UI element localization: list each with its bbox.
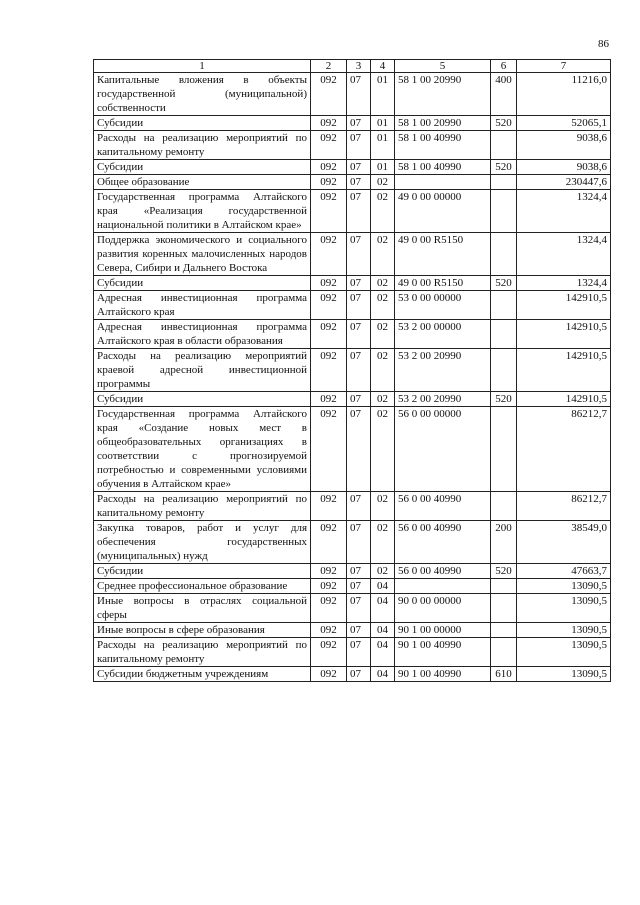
- section-code-cell: 07: [347, 320, 371, 349]
- row-name-cell: Субсидии: [94, 392, 311, 407]
- target-article-cell: 58 1 00 20990: [395, 116, 491, 131]
- subsection-code-cell: 01: [371, 73, 395, 116]
- subsection-code-cell: 02: [371, 233, 395, 276]
- target-article-cell: 56 0 00 00000: [395, 407, 491, 492]
- expense-type-cell: 520: [491, 564, 517, 579]
- subsection-code-cell: 02: [371, 291, 395, 320]
- section-code-cell: 07: [347, 291, 371, 320]
- column-header-3: 3: [347, 60, 371, 73]
- amount-cell: 142910,5: [517, 392, 611, 407]
- expense-type-cell: [491, 190, 517, 233]
- expense-type-cell: [491, 175, 517, 190]
- expense-type-cell: [491, 131, 517, 160]
- target-article-cell: 56 0 00 40990: [395, 521, 491, 564]
- table-row: [94, 638, 611, 667]
- target-article-cell: [395, 579, 491, 594]
- subsection-code-cell: 02: [371, 564, 395, 579]
- ministry-code-cell: 092: [311, 638, 347, 667]
- subsection-code-cell: 04: [371, 579, 395, 594]
- table-row: [94, 73, 611, 116]
- expense-type-cell: [491, 638, 517, 667]
- target-article-cell: 90 1 00 40990: [395, 667, 491, 682]
- row-name-cell: Адресная инвестиционная программа Алтайского края в области образования: [94, 320, 311, 349]
- section-code-cell: 07: [347, 116, 371, 131]
- subsection-code-cell: 02: [371, 349, 395, 392]
- table-row: [94, 594, 611, 623]
- target-article-cell: 90 1 00 00000: [395, 623, 491, 638]
- section-code-cell: 07: [347, 623, 371, 638]
- ministry-code-cell: 092: [311, 175, 347, 190]
- target-article-cell: 49 0 00 00000: [395, 190, 491, 233]
- amount-cell: 1324,4: [517, 276, 611, 291]
- ministry-code-cell: 092: [311, 160, 347, 175]
- target-article-cell: 49 0 00 R5150: [395, 233, 491, 276]
- ministry-code-cell: 092: [311, 407, 347, 492]
- subsection-code-cell: 02: [371, 407, 395, 492]
- amount-cell: 52065,1: [517, 116, 611, 131]
- subsection-code-cell: 02: [371, 521, 395, 564]
- amount-cell: 13090,5: [517, 638, 611, 667]
- ministry-code-cell: 092: [311, 116, 347, 131]
- amount-cell: 142910,5: [517, 291, 611, 320]
- subsection-code-cell: 01: [371, 116, 395, 131]
- table-row: [94, 160, 611, 175]
- subsection-code-cell: 04: [371, 594, 395, 623]
- section-code-cell: 07: [347, 233, 371, 276]
- section-code-cell: 07: [347, 190, 371, 233]
- expense-type-cell: [491, 492, 517, 521]
- amount-cell: 11216,0: [517, 73, 611, 116]
- target-article-cell: 58 1 00 40990: [395, 160, 491, 175]
- target-article-cell: 58 1 00 40990: [395, 131, 491, 160]
- table-row: [94, 407, 611, 492]
- table-row: [94, 392, 611, 407]
- target-article-cell: 49 0 00 R5150: [395, 276, 491, 291]
- target-article-cell: 53 2 00 20990: [395, 392, 491, 407]
- ministry-code-cell: 092: [311, 320, 347, 349]
- row-name-cell: Государственная программа Алтайского края «Создание новых мест в общеобразовательных организациях в соответствии с прогнозируемой потребностью и современными условиями обучения в Алтайском крае»: [94, 407, 311, 492]
- ministry-code-cell: 092: [311, 521, 347, 564]
- ministry-code-cell: 092: [311, 276, 347, 291]
- row-name-cell: Расходы на реализацию мероприятий краевой адресной инвестиционной программы: [94, 349, 311, 392]
- section-code-cell: 07: [347, 392, 371, 407]
- amount-cell: 142910,5: [517, 349, 611, 392]
- section-code-cell: 07: [347, 594, 371, 623]
- table-row: [94, 233, 611, 276]
- ministry-code-cell: 092: [311, 73, 347, 116]
- ministry-code-cell: 092: [311, 190, 347, 233]
- ministry-code-cell: 092: [311, 594, 347, 623]
- subsection-code-cell: 02: [371, 190, 395, 233]
- amount-cell: 9038,6: [517, 131, 611, 160]
- section-code-cell: 07: [347, 407, 371, 492]
- section-code-cell: 07: [347, 73, 371, 116]
- amount-cell: 13090,5: [517, 623, 611, 638]
- table-row: [94, 116, 611, 131]
- column-header-7: 7: [517, 60, 611, 73]
- row-name-cell: Поддержка экономического и социального развития коренных малочисленных народов Севера, Сибири и Дальнего Востока: [94, 233, 311, 276]
- table-row: [94, 521, 611, 564]
- section-code-cell: 07: [347, 638, 371, 667]
- amount-cell: 13090,5: [517, 579, 611, 594]
- section-code-cell: 07: [347, 521, 371, 564]
- section-code-cell: 07: [347, 175, 371, 190]
- row-name-cell: Субсидии: [94, 160, 311, 175]
- expense-type-cell: [491, 233, 517, 276]
- table-row: [94, 492, 611, 521]
- ministry-code-cell: 092: [311, 131, 347, 160]
- table-row: [94, 131, 611, 160]
- row-name-cell: Субсидии: [94, 276, 311, 291]
- row-name-cell: Закупка товаров, работ и услуг для обеспечения государственных (муниципальных) нужд: [94, 521, 311, 564]
- table-row: [94, 190, 611, 233]
- expense-type-cell: [491, 579, 517, 594]
- table-row: [94, 623, 611, 638]
- row-name-cell: Иные вопросы в сфере образования: [94, 623, 311, 638]
- column-header-5: 5: [395, 60, 491, 73]
- amount-cell: 9038,6: [517, 160, 611, 175]
- amount-cell: 47663,7: [517, 564, 611, 579]
- ministry-code-cell: 092: [311, 564, 347, 579]
- expense-type-cell: [491, 594, 517, 623]
- table-row: [94, 291, 611, 320]
- amount-cell: 38549,0: [517, 521, 611, 564]
- amount-cell: 13090,5: [517, 594, 611, 623]
- table-row: [94, 320, 611, 349]
- column-header-6: 6: [491, 60, 517, 73]
- amount-cell: 86212,7: [517, 492, 611, 521]
- table-row: [94, 667, 611, 682]
- section-code-cell: 07: [347, 667, 371, 682]
- ministry-code-cell: 092: [311, 291, 347, 320]
- expense-type-cell: 520: [491, 392, 517, 407]
- ministry-code-cell: 092: [311, 492, 347, 521]
- table-row: [94, 349, 611, 392]
- subsection-code-cell: 02: [371, 392, 395, 407]
- ministry-code-cell: 092: [311, 392, 347, 407]
- budget-table: [93, 59, 611, 682]
- subsection-code-cell: 04: [371, 623, 395, 638]
- subsection-code-cell: 04: [371, 638, 395, 667]
- expense-type-cell: [491, 623, 517, 638]
- ministry-code-cell: 092: [311, 233, 347, 276]
- expense-type-cell: [491, 407, 517, 492]
- subsection-code-cell: 02: [371, 492, 395, 521]
- section-code-cell: 07: [347, 131, 371, 160]
- target-article-cell: 56 0 00 40990: [395, 492, 491, 521]
- expense-type-cell: [491, 320, 517, 349]
- subsection-code-cell: 02: [371, 320, 395, 349]
- target-article-cell: 58 1 00 20990: [395, 73, 491, 116]
- row-name-cell: Субсидии бюджетным учреждениям: [94, 667, 311, 682]
- target-article-cell: [395, 175, 491, 190]
- section-code-cell: 07: [347, 564, 371, 579]
- table-body: [94, 73, 611, 682]
- expense-type-cell: 520: [491, 116, 517, 131]
- section-code-cell: 07: [347, 492, 371, 521]
- row-name-cell: Среднее профессиональное образование: [94, 579, 311, 594]
- row-name-cell: Расходы на реализацию мероприятий по капитальному ремонту: [94, 131, 311, 160]
- row-name-cell: Субсидии: [94, 116, 311, 131]
- target-article-cell: 90 0 00 00000: [395, 594, 491, 623]
- expense-type-cell: 400: [491, 73, 517, 116]
- table-row: [94, 175, 611, 190]
- amount-cell: 230447,6: [517, 175, 611, 190]
- table-row: [94, 564, 611, 579]
- subsection-code-cell: 02: [371, 175, 395, 190]
- row-name-cell: Расходы на реализацию мероприятий по капитальному ремонту: [94, 492, 311, 521]
- expense-type-cell: 610: [491, 667, 517, 682]
- target-article-cell: 53 2 00 00000: [395, 320, 491, 349]
- row-name-cell: Расходы на реализацию мероприятий по капитальному ремонту: [94, 638, 311, 667]
- amount-cell: 142910,5: [517, 320, 611, 349]
- column-header-2: 2: [311, 60, 347, 73]
- column-header-1: 1: [94, 60, 311, 73]
- subsection-code-cell: 02: [371, 276, 395, 291]
- row-name-cell: Государственная программа Алтайского края «Реализация государственной национальной политики в Алтайском крае»: [94, 190, 311, 233]
- row-name-cell: Общее образование: [94, 175, 311, 190]
- target-article-cell: 90 1 00 40990: [395, 638, 491, 667]
- target-article-cell: 53 2 00 20990: [395, 349, 491, 392]
- amount-cell: 1324,4: [517, 190, 611, 233]
- table-row: [94, 579, 611, 594]
- expense-type-cell: 520: [491, 276, 517, 291]
- target-article-cell: 56 0 00 40990: [395, 564, 491, 579]
- page-number: 86: [598, 38, 609, 50]
- subsection-code-cell: 01: [371, 160, 395, 175]
- table-row: [94, 276, 611, 291]
- section-code-cell: 07: [347, 349, 371, 392]
- target-article-cell: 53 0 00 00000: [395, 291, 491, 320]
- section-code-cell: 07: [347, 160, 371, 175]
- ministry-code-cell: 092: [311, 349, 347, 392]
- subsection-code-cell: 01: [371, 131, 395, 160]
- ministry-code-cell: 092: [311, 579, 347, 594]
- expense-type-cell: [491, 291, 517, 320]
- expense-type-cell: [491, 349, 517, 392]
- ministry-code-cell: 092: [311, 667, 347, 682]
- amount-cell: 13090,5: [517, 667, 611, 682]
- expense-type-cell: 200: [491, 521, 517, 564]
- section-code-cell: 07: [347, 579, 371, 594]
- row-name-cell: Субсидии: [94, 564, 311, 579]
- amount-cell: 1324,4: [517, 233, 611, 276]
- ministry-code-cell: 092: [311, 623, 347, 638]
- section-code-cell: 07: [347, 276, 371, 291]
- row-name-cell: Капитальные вложения в объекты государственной (муниципальной) собственности: [94, 73, 311, 116]
- header-row: [94, 60, 611, 73]
- amount-cell: 86212,7: [517, 407, 611, 492]
- row-name-cell: Адресная инвестиционная программа Алтайского края: [94, 291, 311, 320]
- subsection-code-cell: 04: [371, 667, 395, 682]
- row-name-cell: Иные вопросы в отраслях социальной сферы: [94, 594, 311, 623]
- column-header-4: 4: [371, 60, 395, 73]
- expense-type-cell: 520: [491, 160, 517, 175]
